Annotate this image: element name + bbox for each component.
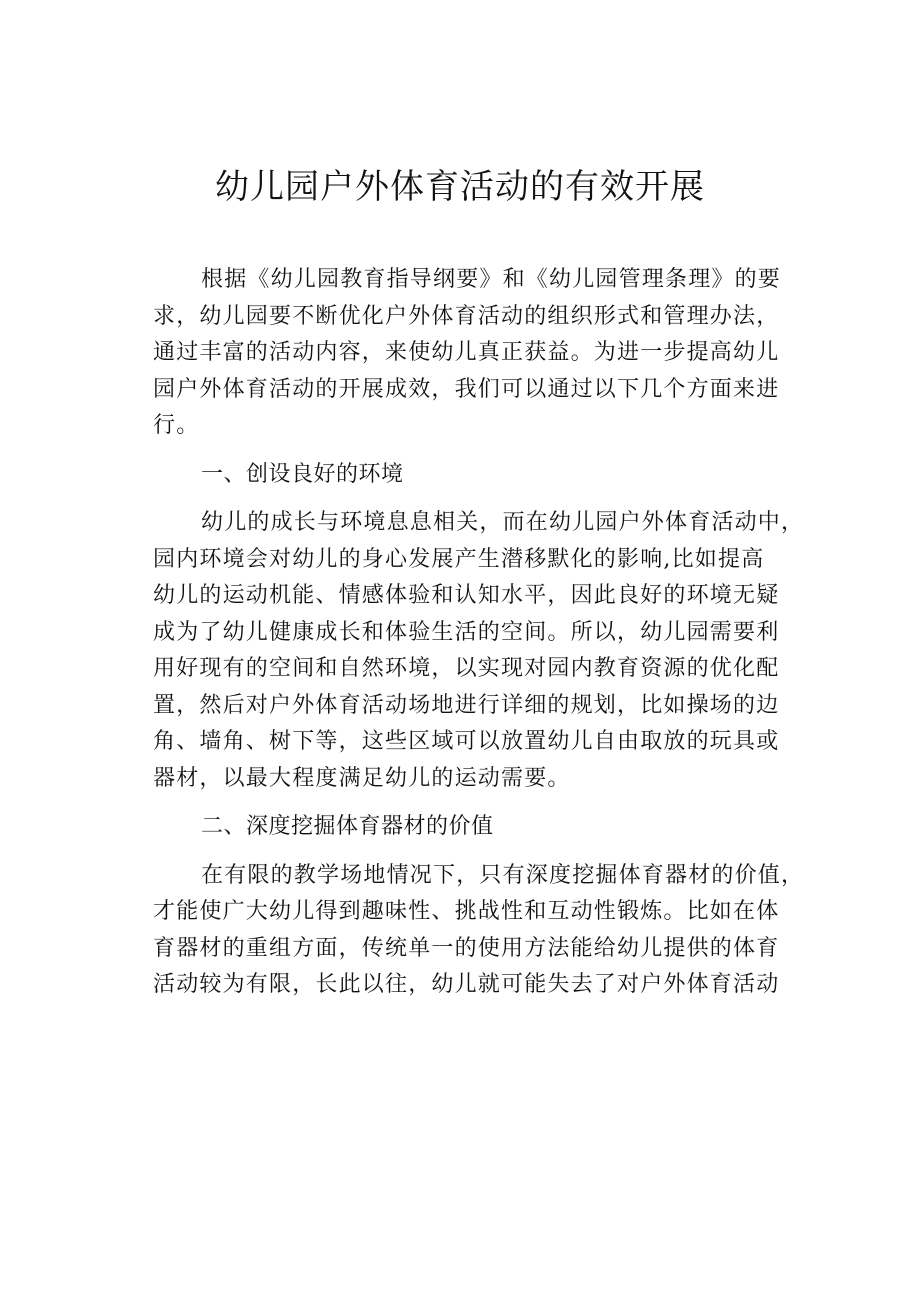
text-line: 器材，以最大程度满足幼儿的运动需要。 <box>153 765 571 791</box>
paragraph-environment <box>153 505 805 797</box>
text-line: 求，幼儿园要不断优化户外体育活动的组织形式和管理办法， <box>153 303 780 329</box>
section-heading-2 <box>153 809 783 846</box>
document-title: 幼儿园户外体育活动的有效开展 <box>215 167 705 207</box>
text-line: 幼儿的运动机能、情感体验和认知水平，因此良好的环境无疑 <box>153 583 780 608</box>
text-line: 园户外体育活动的开展成效，我们可以通过以下几个方面来进 <box>153 376 780 402</box>
text-line: 置，然后对户外体育活动场地进行详细的规划，比如操场的边 <box>153 692 780 718</box>
text-line: 才能使广大幼儿得到趣味性、挑战性和互动性锻炼。比如在体 <box>153 899 780 924</box>
text-line: 成为了幼儿健康成长和体验生活的空间。所以，幼儿园需要利 <box>153 619 780 645</box>
document-body <box>153 262 805 1004</box>
text-line: 幼儿的成长与环境息息相关，而在幼儿园户外体育活动中， <box>201 510 805 535</box>
text-line: 用好现有的空间和自然环境，以实现对园内教育资源的优化配 <box>153 656 780 681</box>
text-line: 通过丰富的活动内容，来使幼儿真正获益。为进一步提高幼儿 <box>153 340 780 365</box>
section-heading-text: 二、深度挖掘体育器材的价值 <box>201 814 494 839</box>
text-line: 园内环境会对幼儿的身心发展产生潜移默化的影响,比如提高 <box>153 546 765 572</box>
section-heading-text: 一、创设良好的环境 <box>201 461 404 487</box>
text-line: 根据《幼儿园教育指导纲要》和《幼儿园管理条理》的要 <box>201 267 782 292</box>
text-line: 角、墙角、树下等，这些区域可以放置幼儿自由取放的玩具或 <box>153 729 780 754</box>
text-line: 活动较为有限，长此以往，幼儿就可能失去了对户外体育活动 <box>153 972 780 997</box>
text-line: 育器材的重组方面，传统单一的使用方法能给幼儿提供的体育 <box>153 935 780 961</box>
text-line: 在有限的教学场地情况下，只有深度挖掘体育器材的价值， <box>201 862 805 888</box>
section-heading-1 <box>153 457 783 494</box>
paragraph-equipment <box>153 858 805 1004</box>
paragraph-intro <box>153 262 783 445</box>
text-line: 行。 <box>153 413 200 438</box>
